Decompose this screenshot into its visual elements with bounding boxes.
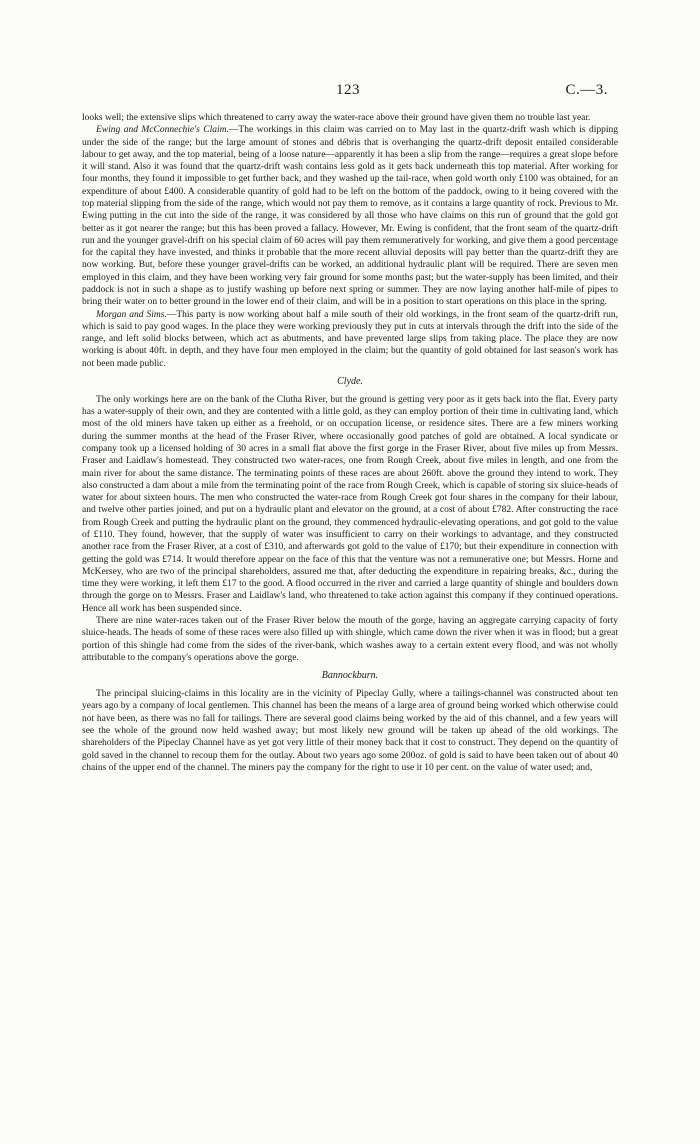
paragraph-ewing xyxy=(82,124,618,308)
paragraph-morgan xyxy=(82,309,618,370)
paragraph: The principal sluicing-claims in this locality are in the vicinity of Pipeclay Gully, where a tailings-channel was constructed about ten years ago by a company of local gentlemen. This channel has been the means of a large area of ground being worked which otherwise could not have been, as there was no fall for tailings. There are several good claims being worked by the aid of this channel, and a few years will see the whole of the ground now held washed away; but most likely new ground will be taken up ahead of the old workings. The shareholders of the Pipeclay Channel have as yet got very little of their money back that it cost to construct. They depend on the quantity of gold saved in the channel to recoup them for the outlay. About two years ago some 200oz. of gold is said to have been taken out of about 40 chains of the upper end of the channel. The miners pay the company for the right to use it 10 per cent. on the value of water used; and, xyxy=(82,689,618,773)
paragraph: looks well; the extensive slips which threatened to carry away the water-race above their ground have given them no trouble last year. xyxy=(82,113,591,123)
paragraph-lead: Ewing and McConnechie's Claim. xyxy=(96,125,229,136)
paragraph-text: —The workings in this claim was carried on to May last in the quartz-drift wash which is dipping under the side of the range; but the large amount of stones and débris that is overhanging the quartz-drift deposit entailed considerable labour to get away, and the top material, being of a loose nature—apparently it has been a slip from the range—requires a great slope before it will stand. Also it was found that the quartz-drift wash contains less gold as it gets back underneath this top material. After working for four months, they found it impossible to get further back, and they washed up the tail-race, when gold worth only £100 was obtained, for an expenditure of about £400. A considerable quantity of gold had to be left on the bottom of the paddock, owing to it being covered with the top material slipping from the side of the range, which would not pay them to remove, as it contains a large quantity of rock. Previous to Mr. Ewing putting in the cut into the side of the range, it was considered by all those who have claims on this run of ground that the gold got better as it got nearer the range; but this has been proved a fallacy. However, Mr. Ewing is confident, that the front seam of the quartz-drift run and the younger gravel-drift on his special claim of 60 acres will pay them remuneratively for working, and give them a good percentage for the capital they have invested, and thinks it probable that the more recent alluvial deposits will pay better than the quartz-drift they are now working. But, before these younger gravel-drifts can be worked, an additional hydraulic plant will be required. There are seven men employed in this claim, and they have been working very fair ground for some months past; but the water-supply has been limited, and their paddock is not in such a shape as to justify washing up before next spring or summer. They are now laying another half-mile of pipes to bring their water on to better ground in the lower end of their claim, and will be in a position to start operations on this place in the spring. xyxy=(82,125,618,308)
section-heading-clyde: Clyde. xyxy=(337,375,363,387)
paragraph-text: —This party is now working about half a mile south of their old workings, in the front seam of the quartz-drift run, which is said to pay good wages. In the place they were working previously they put in cuts at intervals through the drift into the side of the range, and left solid blocks between, which act as abutments, and have prevented large slips from taking place. The place they are now working is about 40ft. in depth, and they have four men employed in the claim; but the quantity of gold obtained for last season's work has not been made public. xyxy=(82,309,618,369)
paragraph: The only workings here are on the bank of the Clutha River, but the ground is getting very poor as it gets back into the flat. Every party has a water-supply of their own, and they are contented with a little gold, as they can employ portion of their time in cultivating land, which most of the old miners have taken up either as a freehold, or on occupation license, or residence sites. There are a few miners working during the summer months at the head of the Fraser River, where occasionally good patches of gold are obtained. A local syndicate or company took up a licensed holding of 30 acres in a small flat above the first gorge in the Fraser River, about five miles up from Messrs. Fraser and Laidlaw's homestead. They constructed two water-races, one from Rough Creek, about five miles in length, and one from the main river for about the same distance. The terminating points of these races are about 260ft. above the ground they intend to work. They also constructed a dam about a mile from the terminating point of the race from Rough Creek, which is capable of storing six sluice-heads of water for about sixteen hours. The men who constructed the water-race from Rough Creek got four shares in the company for their labour, and twelve other parties joined, and put on a hydraulic plant and elevator on the ground, at a cost of about £782. After constructing the race from Rough Creek and putting the hydraulic plant on the ground, they commenced hydraulic-elevating operations, and got gold to the value of £110. They found, however, that the supply of water was insufficient to carry on their workings to advantage, and they constructed another race from the Fraser River, at a cost of £310, and afterwards got gold to the value of £170; but their expenditure in connection with getting the gold was £714. It would therefore appear on the face of this that the venture was not a remunerative one; but Messrs. Horne and McKersey, who are two of the principal shareholders, assured me that, after deducting the expenditure in repairing breaks, &c., during the time they were working, it left them £17 to the good. A flood occurred in the river and carried a large quantity of shingle and boulders down through the gorge on to Messrs. Fraser and Laidlaw's land, who threatened to take action against this company if they continued operations. Hence all work has been suspended since. xyxy=(82,394,618,614)
page-body xyxy=(82,112,618,774)
document-reference: C.—3. xyxy=(565,82,608,98)
page-header xyxy=(0,82,700,102)
paragraph-lead: Morgan and Sims. xyxy=(96,309,167,320)
paragraph: There are nine water-races taken out of the Fraser River below the mouth of the gorge, having an aggregate carrying capacity of forty sluice-heads. The heads of some of these races were also filled up with shingle, which came down the river when it was in flood; but a great portion of this shingle had come from the sides of the river-bank, which washes away to a certain extent every flood, and was not wholly attributable to the company's operations above the gorge. xyxy=(82,615,618,663)
page-number: 123 xyxy=(336,82,360,98)
section-heading-bannockburn: Bannockburn. xyxy=(321,670,379,682)
